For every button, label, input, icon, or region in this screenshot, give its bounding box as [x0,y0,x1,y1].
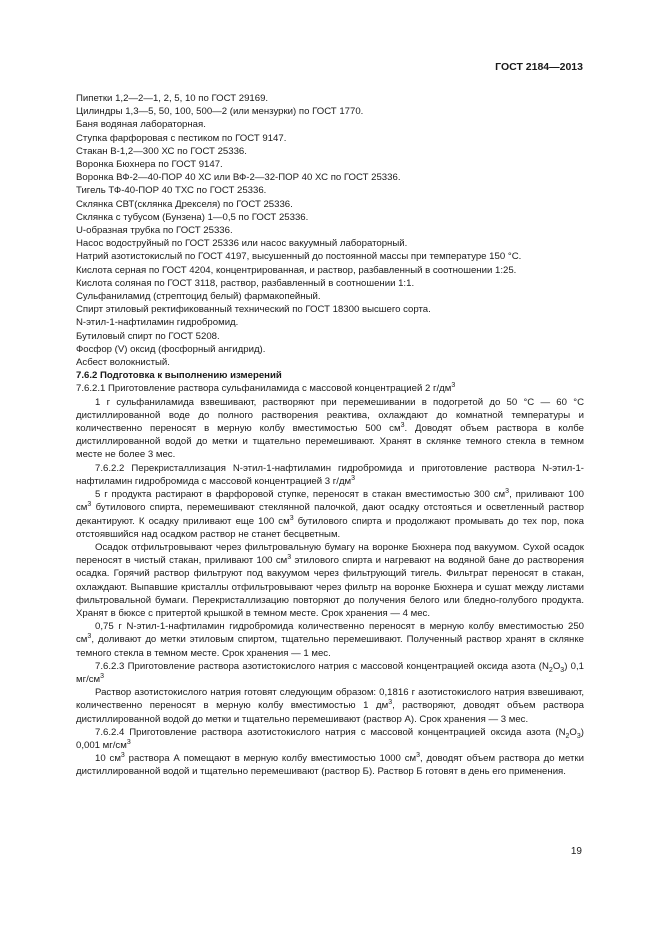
equipment-item: Ступка фарфоровая с пестиком по ГОСТ 9147. [76,132,287,144]
subsection-title: 7.6.2.1 Приготовление раствора сульфаниламида с массовой концентрацией 2 $г/дм^3$ [76,382,456,395]
paragraph: 10 $см^3$ раствора А помещают в мерную колбу вместимостью 1000 $см^3$, доводят объем раствора до метки дистиллированной водой и тщательно перемешивают (раствор Б). Раствор Б готовят в день его применения. [76,751,584,778]
document-header: ГОСТ 2184—2013 [495,61,583,73]
equipment-item: N-этил-1-нафтиламин гидробромид. [76,317,239,329]
equipment-item: Кислота соляная по ГОСТ 3118, раствор, разбавленный в соотношении 1:1. [76,277,415,289]
paragraph: 5 г продукта растирают в фарфоровой ступке, переносят в стакан вместимостью 300 $см^3$, приливают 100 $см^3$ бутилового спирта, перемешивают стеклянной палочкой, дают осадку отстояться и осветленный раствор декантируют. К осадку приливают еще 100 $см^3$ бутилового спирта и продолжают промывать до тех пор, пока отстоявшийся над осадком раствор не станет бесцветным. [76,487,585,540]
equipment-item: Воронка ВФ-2—40-ПОР 40 ХС или ВФ-2—32-ПОР 40 ХС по ГОСТ 25336. [76,172,401,184]
equipment-item: Склянка с тубусом (Бунзена) 1—0,5 по ГОСТ 25336. [76,211,309,223]
equipment-item: Баня водяная лабораторная. [76,119,206,131]
paragraph: 0,75 г N-этил-1-нафтиламин гидробромида количественно переносят в мерную колбу вместимостью 250 $см^3$, доливают до метки этиловым спиртом, тщательно перемешивают. Полученный раствор хранят в склянке темного стекла в темном месте. Срок хранения — 1 мес. [76,621,584,659]
subsection-title: 7.6.2.3 Приготовление раствора азотистокислого натрия с массовой концентрацией оксида азота $(N_2O_3)$ 0,1 $мг/см^3$ [76,660,584,685]
page-content [76,92,584,779]
equipment-item: Насос водоструйный по ГОСТ 25336 или насос вакуумный лабораторный. [76,238,408,250]
section-heading: 7.6.2 Подготовка к выполнению измерений [76,370,282,382]
equipment-item: Воронка Бюхнера по ГОСТ 9147. [76,159,223,171]
equipment-item: Спирт этиловый ректификованный технический по ГОСТ 18300 высшего сорта. [76,304,431,316]
equipment-item: Асбест волокнистый. [76,357,170,369]
equipment-item: Фосфор (V) оксид (фосфорный ангидрид). [76,343,266,355]
paragraph: Раствор азотистокислого натрия готовят следующим образом: 0,1816 г азотистокислого натрия взвешивают, количественно переносят в мерную колбу вместимостью 1 $дм^3$, растворяют, доводят объем раствора дистиллированной водой до метки и тщательно перемешивают (раствор А). Срок хранения — 3 мес. [76,687,585,725]
equipment-item: Склянка СВТ(склянка Дрекселя) по ГОСТ 25336. [76,198,293,210]
paragraph: Осадок отфильтровывают через фильтровальную бумагу на воронке Бюхнера под вакуумом. Сухой осадок переносят в чистый стакан, приливают 100 $см^3$ этилового спирта и нагревают на водяной бане до растворения осадка. Горячий раствор фильтруют под вакуумом через фильтрующий тигель. Фильтрат переносят в стакан, охлаждают. Выпавшие кристаллы отфильтровывают через фильтр на воронке Бюхнера и сушат между листами фильтровальной бумаги. Перекристаллизацию повторяют до получения белого или бледно-голубого продукта. Хранят в бюксе с притертой крышкой в темном месте. Срок хранения — 4 мес. [76,541,584,619]
equipment-item: Тигель ТФ-40-ПОР 40 ТХС по ГОСТ 25336. [76,185,267,197]
page-number: 19 [570,846,582,857]
equipment-item: Пипетки 1,2—2—1, 2, 5, 10 по ГОСТ 29169. [76,93,269,104]
subsection-title: 7.6.2.2 Перекристаллизация N-этил-1-нафтиламин гидробромида и приготовление раствора N-этил-1-нафтиламин гидробромида с массовой концентрацией 3 $г/дм^3$ [76,462,584,487]
equipment-item: Бутиловый спирт по ГОСТ 5208. [76,330,220,342]
equipment-item: U-образная трубка по ГОСТ 25336. [76,225,233,237]
equipment-item: Сульфаниламид (стрептоцид белый) фармакопейный. [76,291,321,303]
paragraph: 1 г сульфаниламида взвешивают, растворяют при перемешивании в подогретой до 50 °С — 60 °С дистиллированной воде до полного растворения реактива, охлаждают до комнатной температуры и количественно переносят в мерную колбу вместимостью 500 $см^3$. Доводят объем раствора в колбе дистиллированной водой до метки и тщательно перемешивают. Хранят в склянке темного стекла в темном месте не более 3 мес. [76,396,584,461]
equipment-item: Стакан В-1,2—300 ХС по ГОСТ 25336. [76,145,247,157]
equipment-item: Кислота серная по ГОСТ 4204, концентрированная, и раствор, разбавленный в соотношении 1:25. [76,264,517,276]
equipment-item: Цилиндры 1,3—5, 50, 100, 500—2 (или мензурки) по ГОСТ 1770. [76,106,364,118]
equipment-item: Натрий азотистокислый по ГОСТ 4197, высушенный до постоянной массы при температуре 150 °С. [76,251,522,263]
subsection-title: 7.6.2.4 Приготовление раствора азотистокислого натрия с массовой концентрацией оксида азота $(N_2O_3)$ 0,001 $мг/см^3$ [76,726,584,751]
